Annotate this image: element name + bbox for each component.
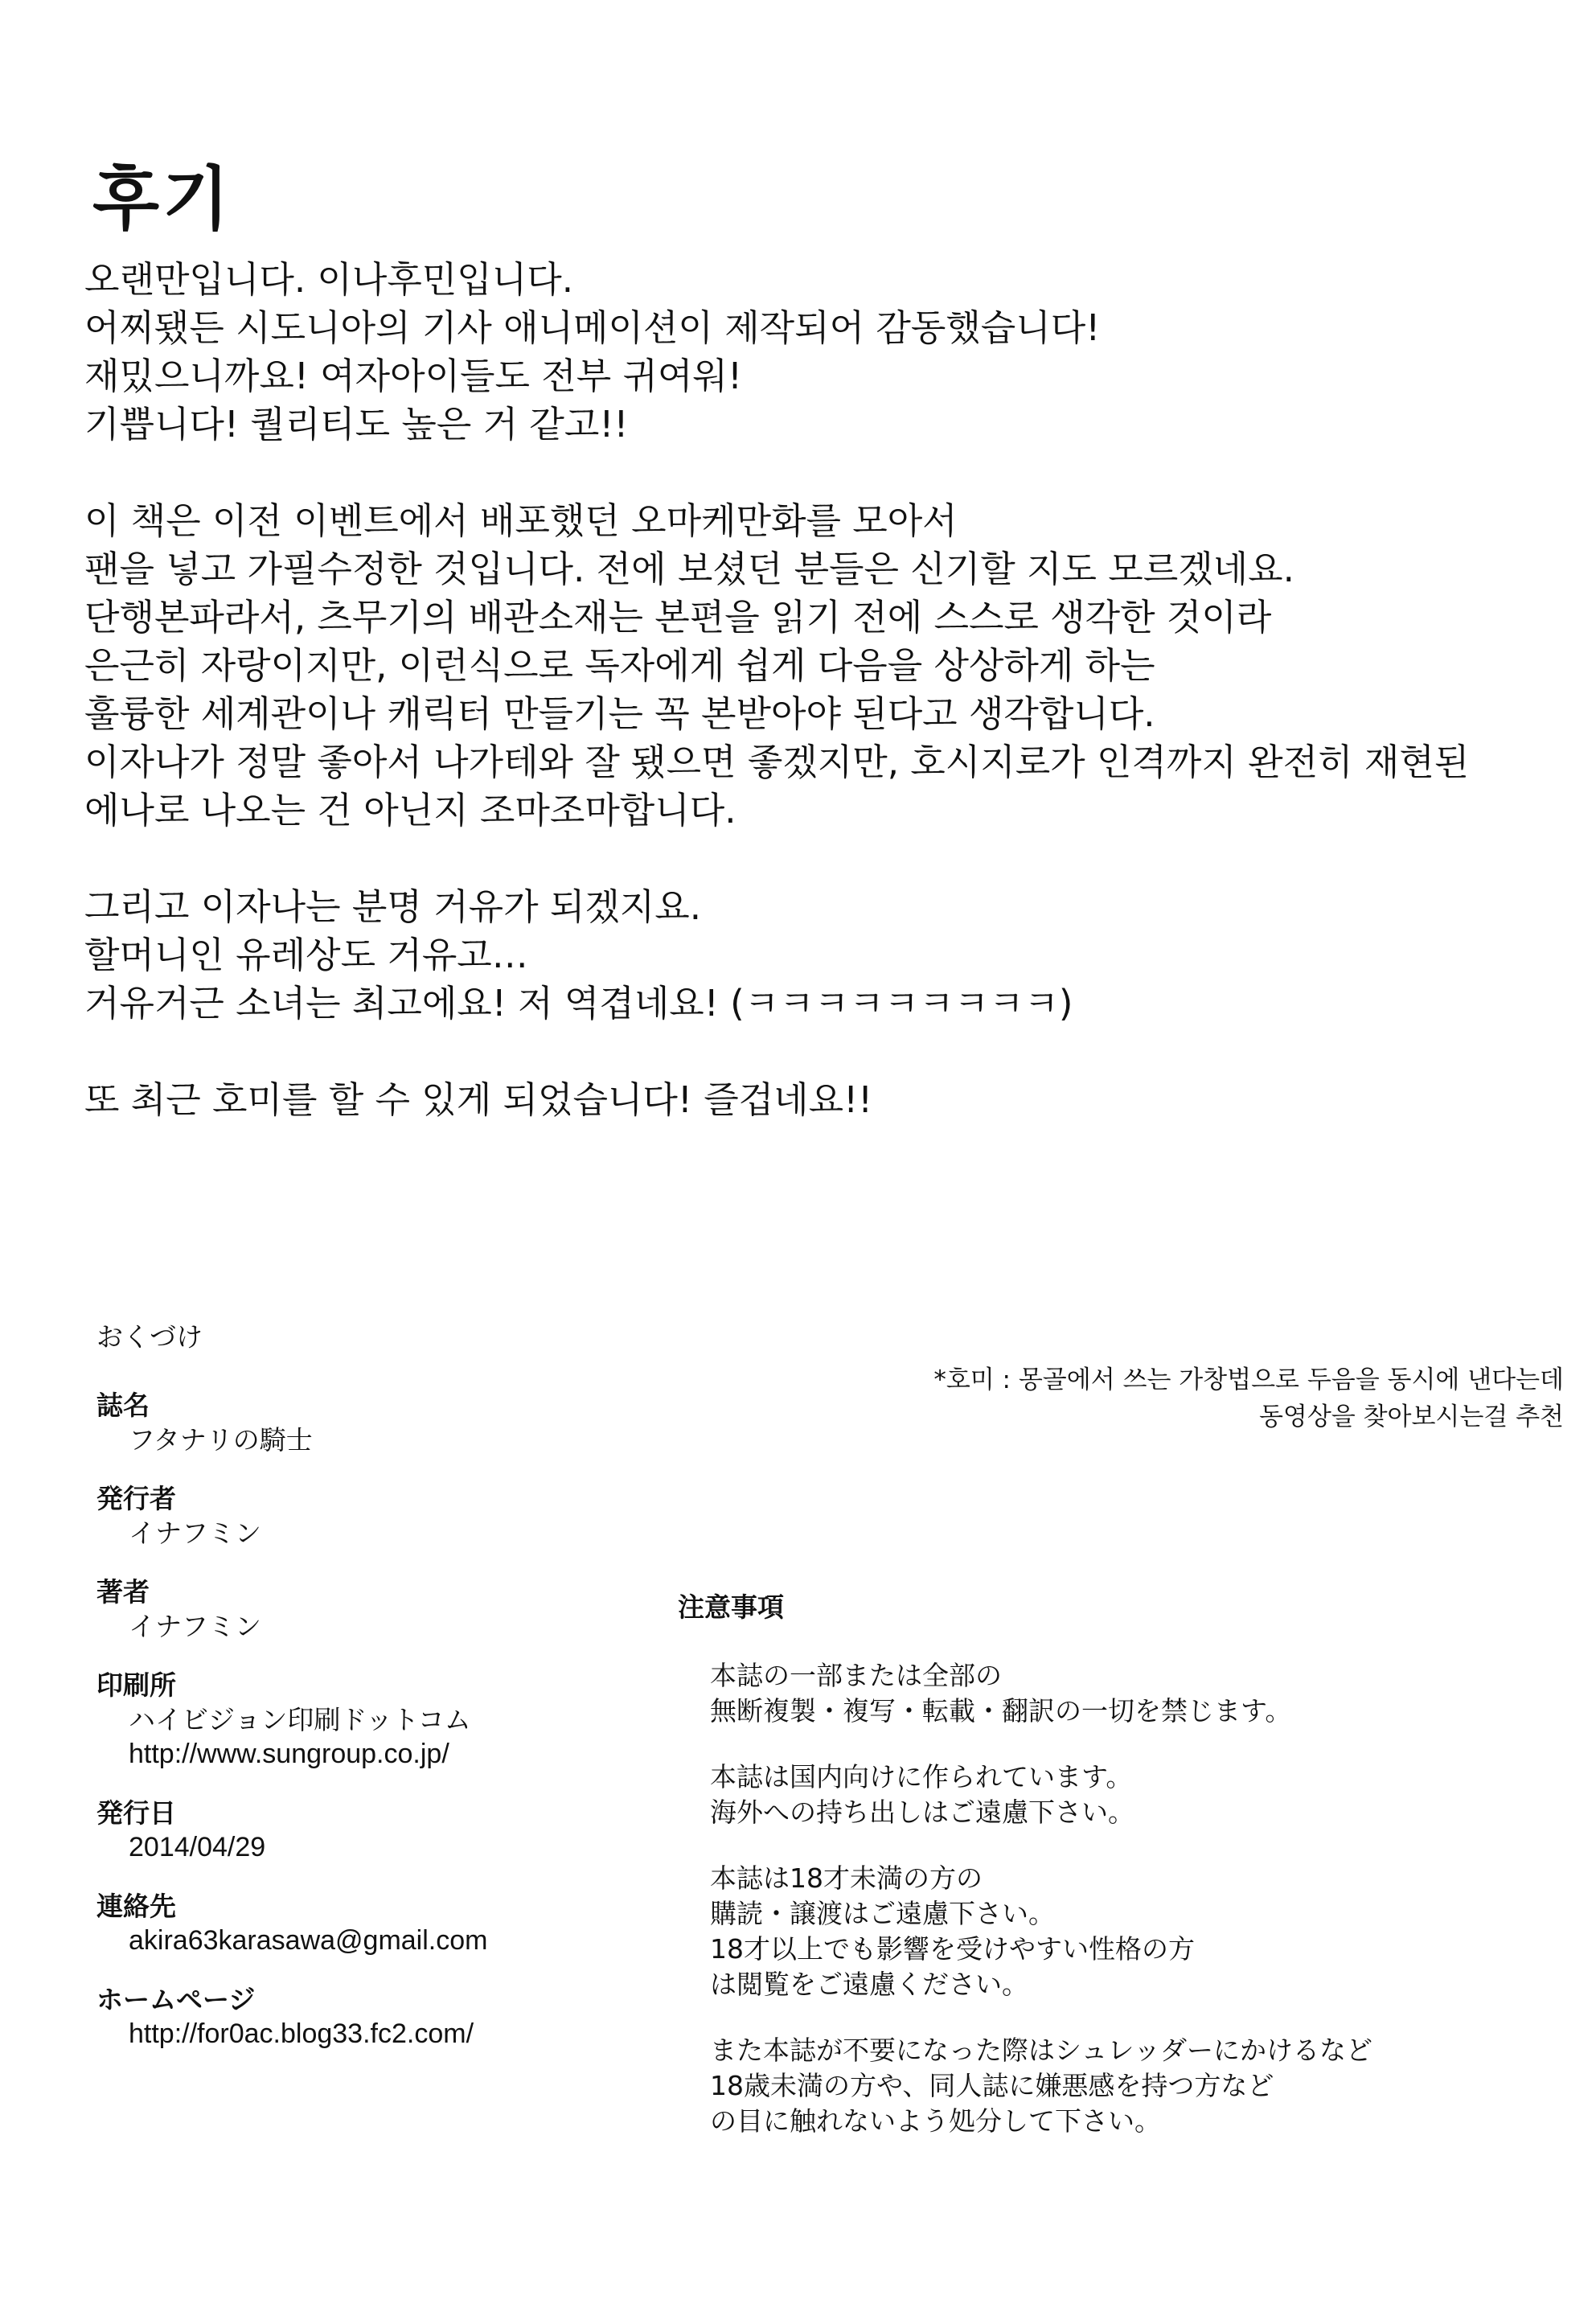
notice-line: 本誌の一部または全部の [710,1660,1002,1691]
notice-line: 無断複製・複写・転載・翻訳の一切を禁じます。 [710,1695,1292,1727]
afterword-line: 이 책은 이전 이벤트에서 배포했던 오마케만화를 모아서 [84,499,958,542]
notice-line: 18歳未満の方や、同人誌に嫌悪感を持つ方など [710,2070,1274,2101]
colophon-label: 印刷所 [96,1669,176,1701]
afterword-line: 오랜만입니다. 이나후민입니다. [84,258,574,301]
footnote-line: 동영상을 찾아보시는걸 추천 [1258,1402,1564,1431]
contact-email: akira63karasawa@gmail.com [129,1925,488,1956]
afterword-line: 어찌됐든 시도니아의 기사 애니메이션이 제작되어 감동했습니다! [84,306,1101,349]
colophon-entry-homepage [96,1982,675,2051]
afterword-paragraph [84,1076,1532,1124]
colophon-entry-publisher [96,1481,675,1550]
notice-line: 海外への持ち出しはご遠慮下さい。 [710,1797,1134,1828]
colophon-label: 発行者 [96,1483,176,1514]
colophon-label: ホームページ [96,1984,256,2015]
notice-item [678,2033,1530,2139]
afterword-line: 팬을 넣고 가필수정한 것입니다. 전에 보셨던 분들은 신기할 지도 모르겠네요. [84,548,1294,590]
paragraph-gap [84,835,1532,883]
colophon-label: 連絡先 [96,1891,176,1922]
afterword-line: 은근히 자랑이지만, 이런식으로 독자에게 쉽게 다음을 상상하게 하는 [84,644,1155,687]
afterword-line: 재밌으니까요! 여자아이들도 전부 귀여워! [84,355,742,397]
colophon-value: イナフミン [129,1517,261,1549]
afterword-line: 훌륭한 세계관이나 캐릭터 만들기는 꼭 본받아야 된다고 생각합니다. [84,692,1155,735]
colophon-entry-date [96,1796,675,1865]
footnote-line: *호미 : 몽골에서 쓰는 가창법으로 두음을 동시에 낸다는데 [933,1365,1564,1394]
notice-line: 購読・譲渡はご遠慮下さい。 [710,1898,1055,1929]
footnote [933,1361,1564,1435]
notice-line: 18才以上でも影響を受けやすい性格の方 [710,1933,1195,1965]
afterword-paragraph [84,883,1532,1028]
notice-item [678,1760,1530,1830]
notice-line: 本誌は国内向けに作られています。 [710,1761,1133,1792]
afterword-body [84,256,1532,1124]
paragraph-gap [84,449,1532,497]
afterword-line: 기쁩니다! 퀄리티도 높은 거 같고!! [84,403,629,446]
colophon-entry-title [96,1388,675,1457]
afterword-paragraph [84,256,1532,449]
colophon-entry-printer [96,1668,675,1772]
afterword-line: 에나로 나오는 건 아닌지 조마조마합니다. [84,789,736,832]
colophon-entry-contact [96,1889,675,1958]
colophon-value: フタナリの騎士 [129,1424,313,1456]
colophon-label: 著者 [96,1576,150,1608]
colophon-value: ハイビジョン印刷ドットコム [129,1704,471,1735]
notice-line: の目に触れないよう処分して下さい。 [710,2105,1161,2137]
afterword-line: 할머니인 유레상도 거유고… [84,934,528,976]
homepage-url: http://for0ac.blog33.fc2.com/ [129,2018,474,2049]
notice-line: は閲覧をご遠慮ください。 [710,1969,1028,2000]
colophon-label: 発行日 [96,1797,176,1829]
notice-title: 注意事項 [678,1591,784,1623]
afterword-paragraph [84,497,1532,835]
afterword-title: 후기 [92,159,233,240]
colophon-heading: おくづけ [96,1321,203,1353]
afterword-line: 이자나가 정말 좋아서 나가테와 잘 됐으면 좋겠지만, 호시지로가 인격까지 완전히 재현된 [84,741,1470,783]
afterword-line: 단행본파라서, 츠무기의 배관소재는 본편을 읽기 전에 스스로 생각한 것이라 [84,596,1272,639]
notice-item [678,1861,1530,2002]
notice-line: 本誌は18才未満の方の [710,1862,983,1894]
paragraph-gap [84,1028,1532,1076]
notice-line: また本誌が不要になった際はシュレッダーにかけるなど [710,2035,1373,2066]
colophon-label: 誌名 [96,1390,150,1421]
notice-item [678,1658,1530,1729]
notice [678,1589,1530,2170]
colophon-entry-author [96,1575,675,1644]
printer-url: http://www.sungroup.co.jp/ [129,1739,449,1769]
afterword-line: 또 최근 호미를 할 수 있게 되었습니다! 즐겁네요!! [84,1078,873,1121]
colophon [96,1319,675,2076]
afterword-line: 거유거근 소녀는 최고에요! 저 역겹네요! (ㅋㅋㅋㅋㅋㅋㅋㅋㅋ) [84,982,1073,1025]
colophon-value: イナフミン [129,1611,261,1642]
publish-date: 2014/04/29 [129,1832,266,1862]
afterword-line: 그리고 이자나는 분명 거유가 되겠지요. [84,885,702,928]
